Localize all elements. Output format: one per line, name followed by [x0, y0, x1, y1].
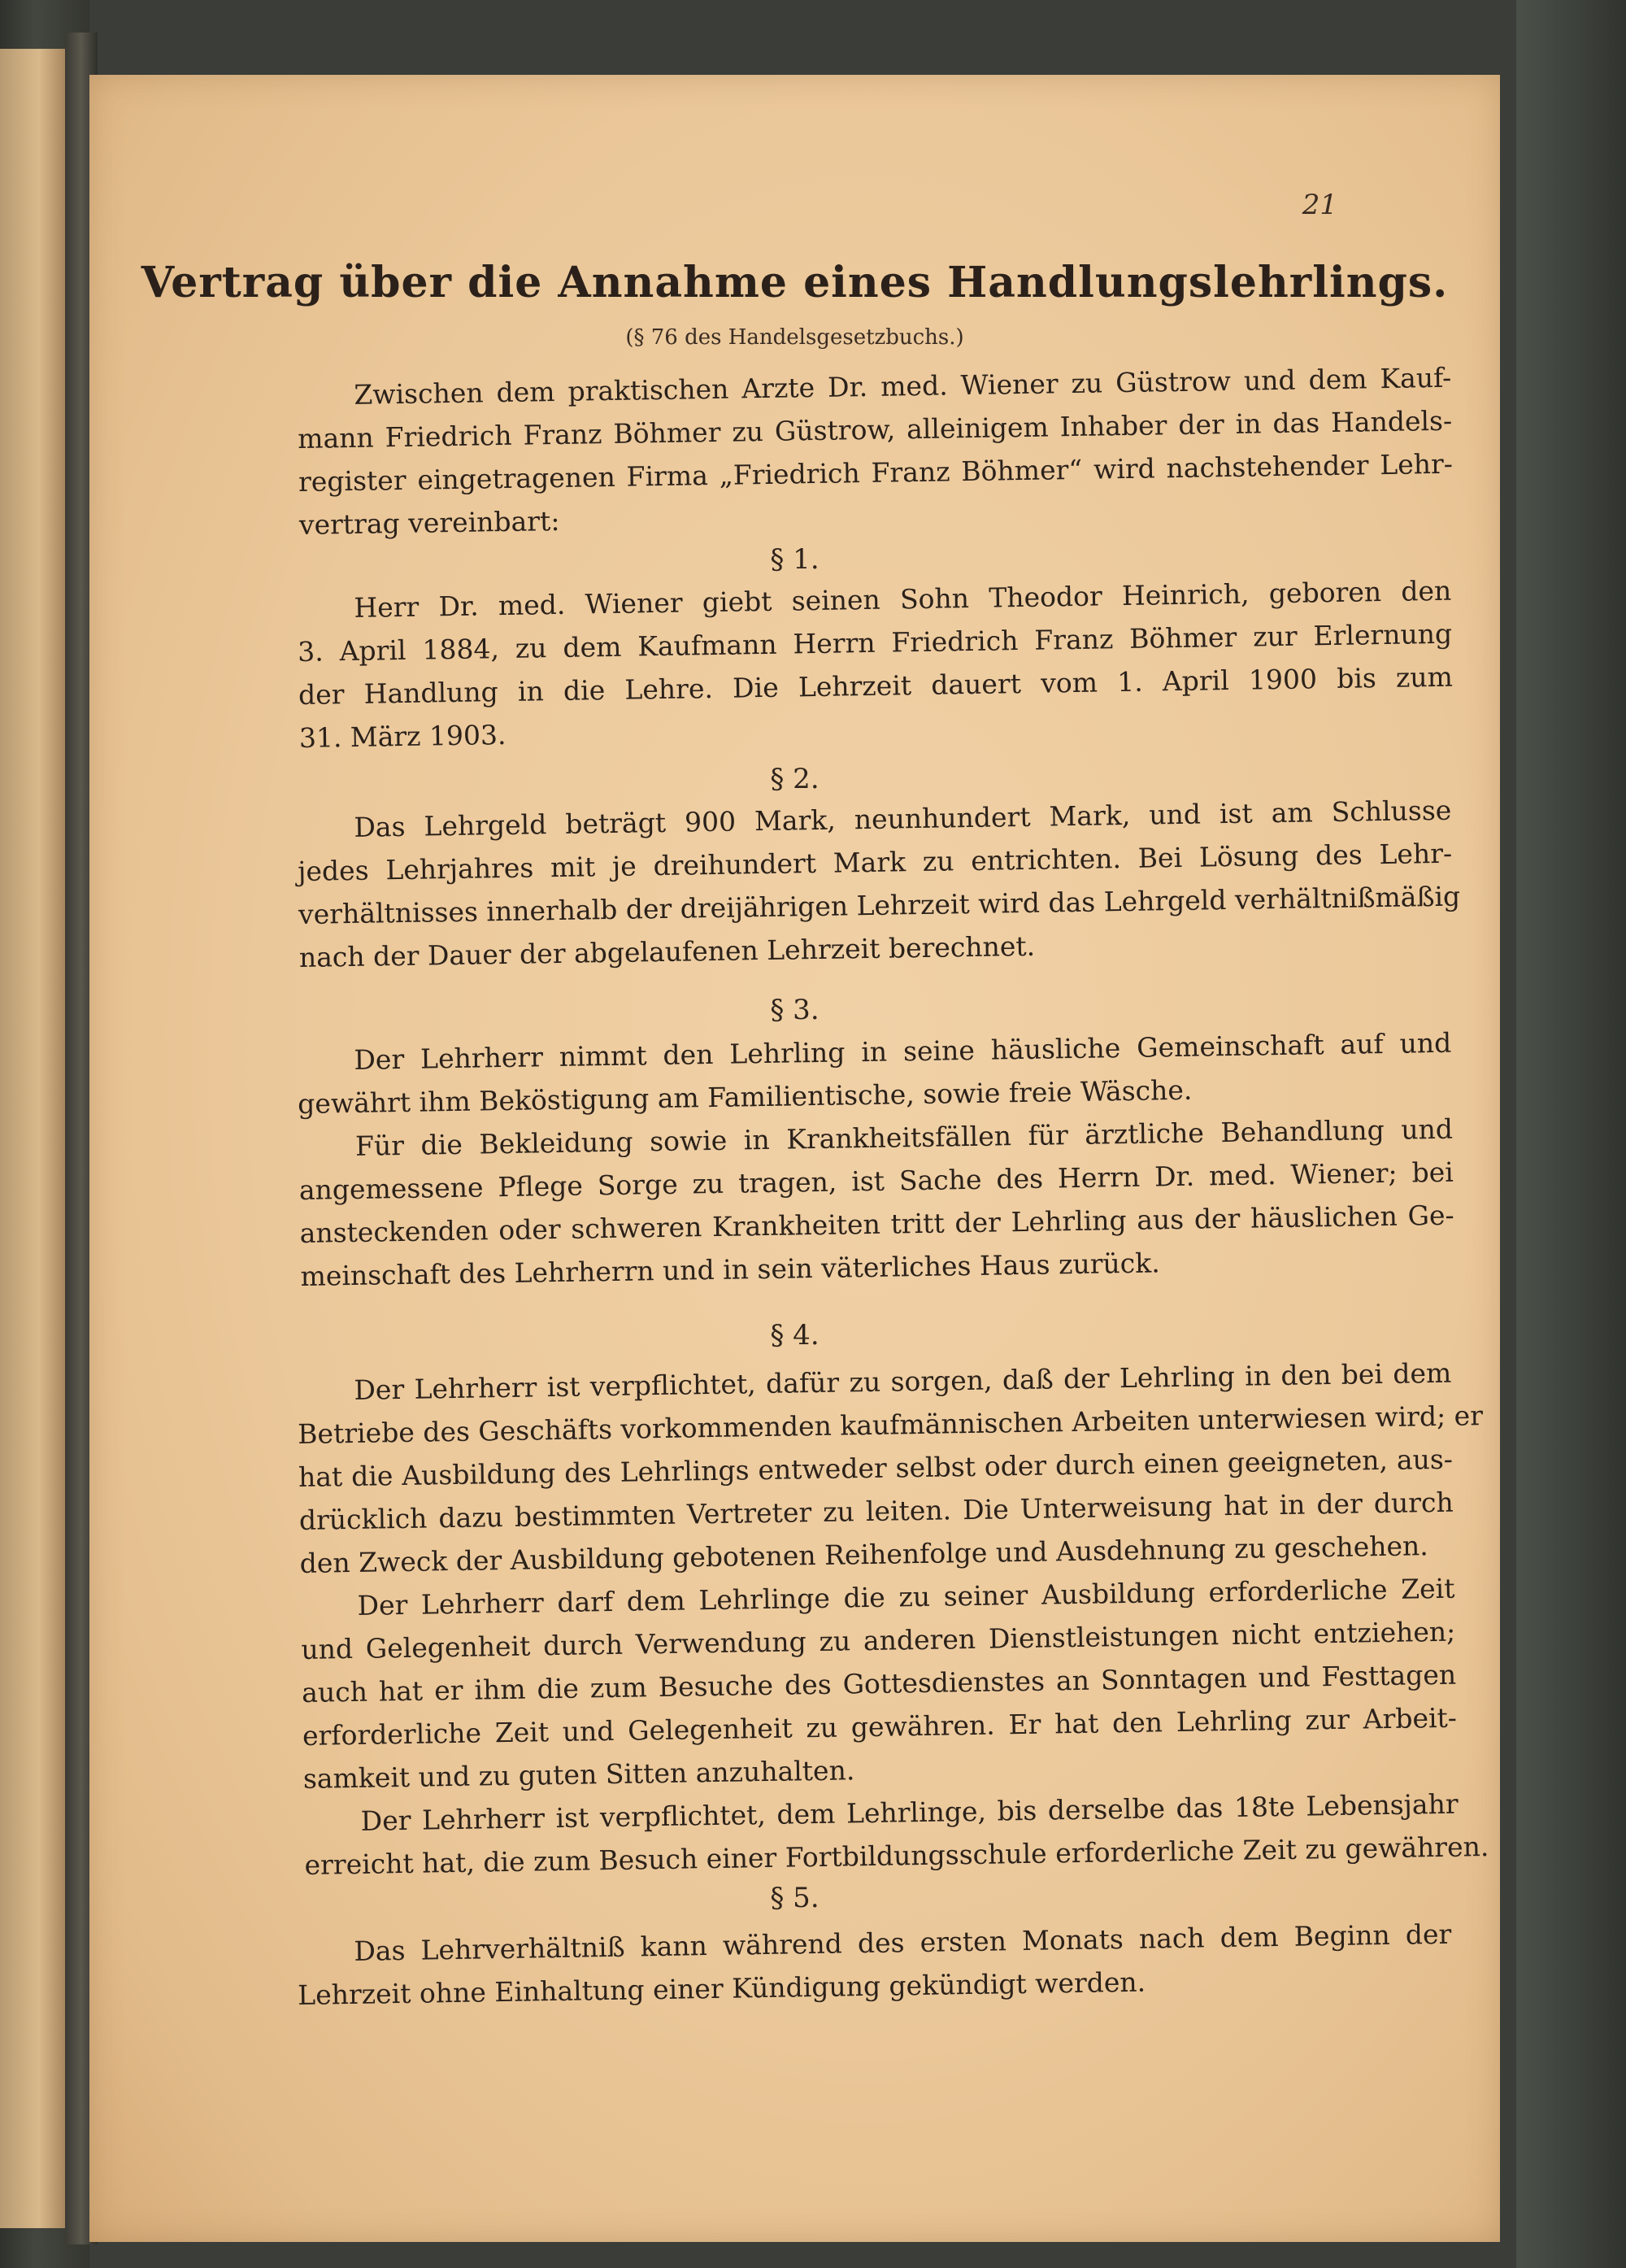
page-number: 21 [1302, 189, 1337, 221]
text-line: angemessene Pflege Sorge zu tragen, ist Sache des Herrn Dr. med. Wiener; bei [298, 1156, 1454, 1206]
book-board-right [1516, 0, 1626, 2268]
text-line: Der Lehrherr ist verpflichtet, dafür zu sorgen, daß der Lehrling in den bei dem [354, 1356, 1452, 1406]
text-line: Das Lehrgeld beträgt 900 Mark, neunhundert Mark, und ist am Schlusse [354, 794, 1452, 843]
document-subtitle: (§ 76 des Handelsgesetzbuchs.) [625, 325, 964, 350]
text-line: Der Lehrherr ist verpflichtet, dem Lehrlinge, bis derselbe das 18te Lebensjahr [360, 1787, 1459, 1837]
text-line: 3. April 1884, zu dem Kaufmann Herrn Friedrich Franz Böhmer zur Erlernung [297, 617, 1453, 668]
text-line: Der Lehrherr darf dem Lehrlinge die zu seiner Ausbildung erforderliche Zeit [357, 1572, 1455, 1622]
text-line: vertrag vereinbart: [298, 504, 560, 541]
text-line: erreicht hat, die zum Besuch einer Fortbildungsschule erforderliche Zeit zu gewähren. [304, 1831, 1489, 1881]
document-title: Vertrag über die Annahme eines Handlungslehrlings. [141, 258, 1449, 307]
section-5-paragraph [297, 1913, 1452, 2017]
text-line: hat die Ausbildung des Lehrlings entweder selbst oder durch einen geeigneten, aus- [298, 1443, 1454, 1493]
text-line: register eingetragenen Firma „Friedrich Franz Böhmer“ wird nachstehender Lehr- [298, 447, 1454, 498]
text-line: Betriebe des Geschäfts vorkommenden kaufmännischen Arbeiten unterwiesen wird; er [297, 1400, 1484, 1450]
text-line: Zwischen dem praktischen Arzte Dr. med. Wiener zu Güstrow und dem Kauf- [354, 361, 1452, 411]
text-line: Lehrzeit ohne Einhaltung einer Kündigung gekündigt werden. [297, 1965, 1146, 2011]
text-line: nach der Dauer der abgelaufenen Lehrzeit berechnet. [298, 929, 1036, 973]
text-line: der Handlung in die Lehre. Die Lehrzeit dauert vom 1. April 1900 bis zum [298, 660, 1454, 711]
text-line: samkeit und zu guten Sitten anzuhalten. [302, 1754, 855, 1795]
text-line: auch hat er ihm die zum Besuche des Gottesdienstes an Sonntagen und Festtagen [301, 1658, 1457, 1709]
section-heading: § 5. [770, 1882, 820, 1914]
text-line: ansteckenden oder schweren Krankheiten tritt der Lehrling aus der häuslichen Ge- [299, 1199, 1454, 1249]
text-line: erforderliche Zeit und Gelegenheit zu gewähren. Er hat den Lehrling zur Arbeit- [302, 1701, 1458, 1752]
text-line: meinschaft des Lehrherrn und in sein väterliches Haus zurück. [300, 1247, 1160, 1292]
section-2-paragraph [297, 789, 1461, 979]
text-line: verhältnisses innerhalb der dreijährigen Lehrzeit wird das Lehrgeld verhältnißmäßig [298, 880, 1461, 930]
text-line: Der Lehrherr nimmt den Lehrling in seine häusliche Gemeinschaft auf und [354, 1026, 1452, 1076]
text-line: gewährt ihm Beköstigung am Familientische, sowie freie Wäsche. [297, 1073, 1193, 1120]
section-heading: § 2. [770, 763, 820, 795]
text-line: Für die Bekleidung sowie in Krankheitsfällen für ärztliche Behandlung und [354, 1112, 1454, 1162]
section-1-paragraph [297, 569, 1454, 760]
section-3-paragraph [297, 1021, 1455, 1298]
document-page [89, 75, 1500, 2242]
section-heading: § 4. [770, 1319, 820, 1352]
text-line: 31. März 1903. [298, 718, 506, 754]
text-line: Herr Dr. med. Wiener giebt seinen Sohn Theodor Heinrich, geboren den [354, 574, 1452, 624]
text-line: Das Lehrverhältniß kann während des ersten Monats nach dem Beginn der [354, 1918, 1452, 1967]
text-line: jedes Lehrjahres mit je dreihundert Mark zu entrichten. Bei Lösung des Lehr- [297, 837, 1453, 887]
section-4-paragraph [297, 1352, 1489, 1887]
section-heading: § 3. [770, 994, 820, 1026]
text-line: den Zweck der Ausbildung gebotenen Reihenfolge und Ausdehnung zu geschehen. [299, 1530, 1429, 1579]
text-line: drücklich dazu bestimmten Vertreter zu leiten. Die Unterweisung hat in der durch [298, 1486, 1454, 1536]
section-heading: § 1. [770, 543, 820, 576]
text-line: und Gelegenheit durch Verwendung zu anderen Dienstleistungen nicht entziehen; [301, 1615, 1456, 1665]
facing-page-edge [0, 49, 65, 2228]
preamble-paragraph [297, 356, 1454, 546]
text-line: mann Friedrich Franz Böhmer zu Güstrow, alleinigem Inhaber der in das Handels- [297, 404, 1453, 455]
